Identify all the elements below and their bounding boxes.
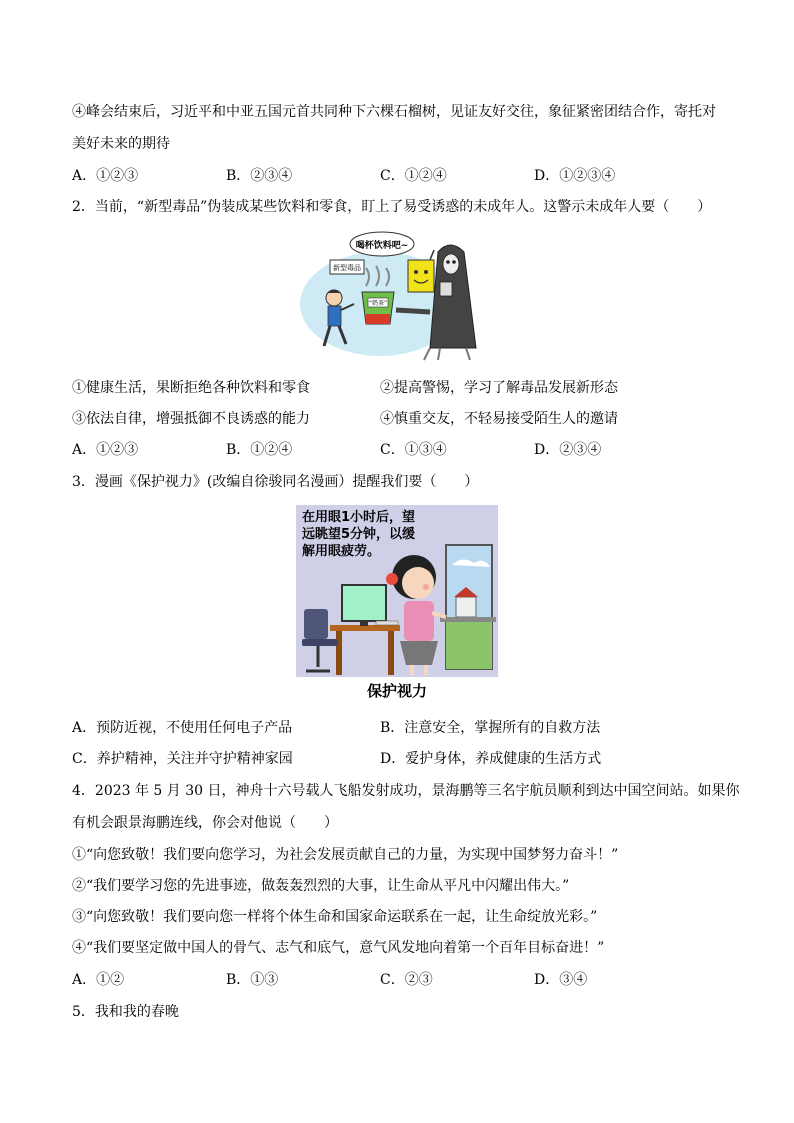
cartoon-title: 保护视力 bbox=[366, 682, 428, 700]
q4-item-4: ④“我们要坚定做中国人的骨气、志气和底气，意气风发地向着第一个百年目标奋进！” bbox=[72, 940, 605, 956]
q2-item-1: ①健康生活，果断拒绝各种饮料和零食 bbox=[72, 380, 310, 396]
q3-option-a: A．预防近视，不使用任何电子产品 bbox=[72, 720, 293, 736]
q2-option-b: B．①②④ bbox=[226, 442, 293, 458]
drink-box bbox=[408, 250, 434, 292]
q3-option-c: C．养护精神，关注并守护精神家园 bbox=[72, 751, 293, 767]
q4-option-d: D．③④ bbox=[534, 972, 588, 988]
q4-item-2: ②“我们要学习您的先进事迹，做轰轰烈烈的大事，让生命从平凡中闪耀出伟大。” bbox=[72, 878, 570, 894]
q4-stem-line2: 有机会跟景海鹏连线，你会对他说（ ） bbox=[72, 815, 338, 831]
q3-eyesight-cartoon bbox=[296, 505, 498, 705]
q4-option-a: A．①② bbox=[72, 972, 125, 988]
q4-option-b: B．①③ bbox=[226, 972, 279, 988]
q4-item-3: ③“向您致敬！我们要向您一样将个体生命和国家命运联系在一起，让生命绽放光彩。” bbox=[72, 909, 598, 925]
q4-option-c: C．②③ bbox=[380, 972, 433, 988]
q2-item-4: ④慎重交友，不轻易接受陌生人的邀请 bbox=[380, 411, 618, 427]
q2-option-d: D．②③④ bbox=[534, 442, 602, 458]
q4-stem-line1: 4．2023 年 5 月 30 日，神舟十六号载人飞船发射成功，景海鹏等三名宇航员顺利到达中国空间站。如果你 bbox=[72, 783, 740, 799]
q1-option-c: C．①②④ bbox=[380, 168, 447, 184]
q2-option-a: A．①②③ bbox=[72, 442, 139, 458]
q1-item4-line2: 美好未来的期待 bbox=[72, 136, 170, 152]
q2-item-2: ②提高警惕，学习了解毒品发展新形态 bbox=[380, 380, 618, 396]
milk-tea-cup bbox=[362, 292, 394, 324]
q4-item-1: ①“向您致敬！我们要向您学习，为社会发展贡献自己的力量，为实现中国梦努力奋斗！” bbox=[72, 847, 619, 863]
q2-drug-cartoon bbox=[300, 228, 500, 364]
speech-bubble-text: 喝杯饮料吧~ bbox=[355, 241, 409, 251]
q5-stem: 5．我和我的春晚 bbox=[72, 1004, 179, 1020]
q1-option-d: D．①②③④ bbox=[534, 168, 616, 184]
q3-option-b: B．注意安全，掌握所有的自救方法 bbox=[380, 720, 601, 736]
q3-option-d: D．爱护身体，养成健康的生活方式 bbox=[380, 751, 602, 767]
q2-item-3: ③依法自律，增强抵御不良诱惑的能力 bbox=[72, 411, 310, 427]
q2-stem: 2．当前，“新型毒品”伪装成某些饮料和零食，盯上了易受诱惑的未成年人。这警示未成年人要（ ） bbox=[72, 199, 712, 215]
q1-item4-line1: ④峰会结束后，习近平和中亚五国元首共同种下六棵石榴树，见证友好交往，象征紧密团结合作，寄托对 bbox=[72, 104, 716, 120]
caption-line-3: 解用眼疲劳。 bbox=[302, 544, 381, 559]
drug-sign-text: 新型毒品 bbox=[333, 264, 361, 272]
q3-stem: 3．漫画《保护视力》(改编自徐骏同名漫画）提醒我们要（ ） bbox=[72, 474, 479, 490]
q1-option-a: A．①②③ bbox=[72, 168, 139, 184]
q2-option-c: C．①③④ bbox=[380, 442, 447, 458]
cup-label: “奶茶” bbox=[368, 300, 388, 307]
q1-option-b: B．②③④ bbox=[226, 168, 293, 184]
window bbox=[440, 545, 496, 669]
caption-line-1: 在用眼1小时后，望 bbox=[302, 510, 416, 525]
caption-line-2: 远眺望5分钟，以缓 bbox=[302, 527, 416, 542]
